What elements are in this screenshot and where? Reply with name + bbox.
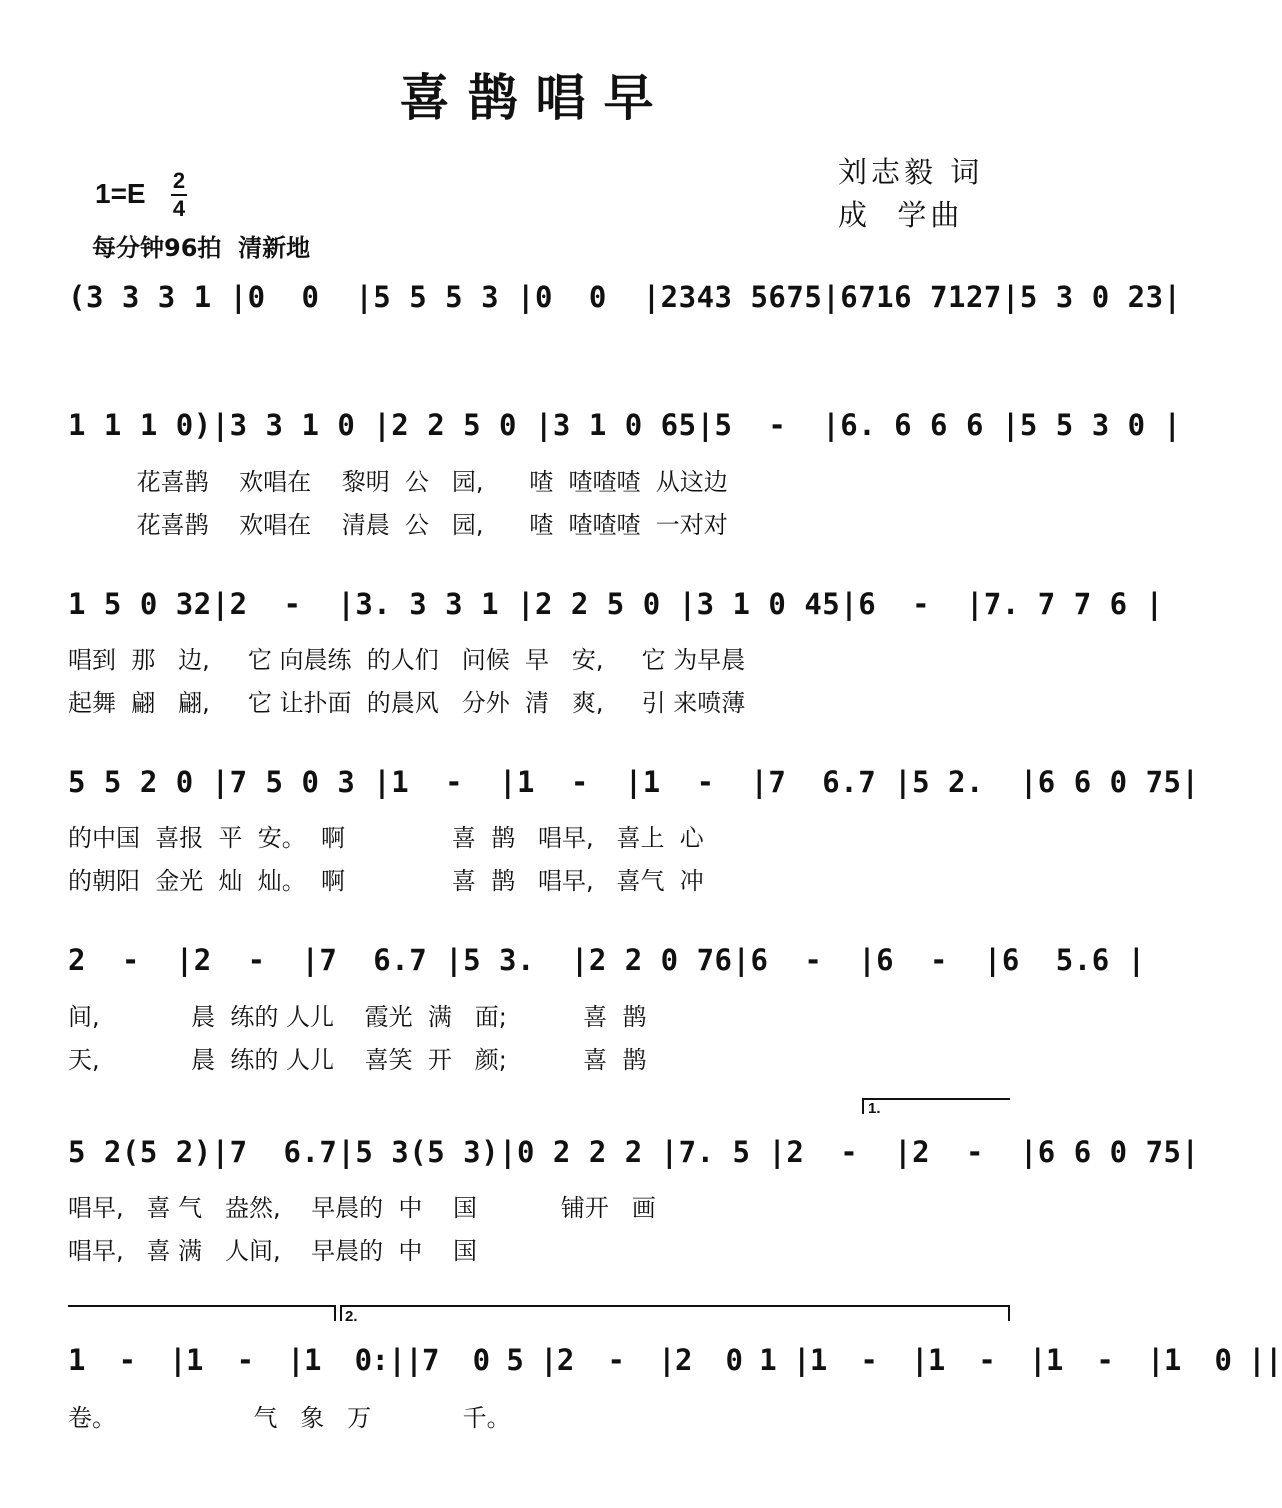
- second-ending-bracket: [340, 1305, 1010, 1307]
- system-6-notes: 5 2(5 2)|7 6.7|5 3(5 3)|0 2 2 2 |7. 5 |2 - |2 - |6 6 0 75|: [68, 1135, 1200, 1169]
- system-4-lyric-verse-1: 的中国 喜报 平 安。 啊 喜 鹊 唱早, 喜上 心: [68, 824, 704, 852]
- time-signature-numerator: 2: [172, 168, 186, 193]
- time-signature-denominator: 4: [172, 196, 186, 221]
- system-5-notes: 2 - |2 - |7 6.7 |5 3. |2 2 0 76|6 - |6 - |6 5.6 |: [68, 943, 1146, 977]
- system-5-lyric-verse-1: 间, 晨 练的 人儿 霞光 满 面; 喜 鹊: [68, 1003, 647, 1031]
- first-ending-bracket: [862, 1098, 1010, 1100]
- first-ending-bracket-edge: [862, 1098, 864, 1114]
- system-4-lyric-verse-2: 的朝阳 金光 灿 灿。 啊 喜 鹊 唱早, 喜气 冲: [68, 867, 704, 895]
- system-3-lyric-verse-2: 起舞 翩 翩, 它 让扑面 的晨风 分外 清 爽, 引 来喷薄: [68, 689, 746, 717]
- first-ending-label: 1.: [868, 1100, 881, 1117]
- second-ending-close: [1008, 1305, 1010, 1321]
- composer-credit: 成 学曲: [838, 198, 964, 232]
- key-signature: 1=E: [95, 178, 146, 209]
- system-2-lyric-verse-2: 花喜鹊 欢唱在 清晨 公 园, 喳 喳喳喳 一对对: [68, 511, 728, 539]
- second-ending-edge: [340, 1305, 342, 1321]
- system-6-lyric-verse-2: 唱早, 喜 满 人间, 早晨的 中 国: [68, 1237, 477, 1265]
- first-ending-continuation: [68, 1305, 336, 1307]
- page-title: 喜鹊唱早: [399, 69, 672, 127]
- system-7-lyric-verse-1: 卷。 气 象 万 千。: [68, 1404, 511, 1432]
- system-5-lyric-verse-2: 天, 晨 练的 人儿 喜笑 开 颜; 喜 鹊: [68, 1046, 647, 1074]
- system-3-notes: 1 5 0 32|2 - |3. 3 3 1 |2 2 5 0 |3 1 0 45|6 - |7. 7 7 6 |: [68, 587, 1164, 621]
- lyricist-credit: 刘志毅 词: [838, 155, 984, 189]
- system-2-lyric-verse-1: 花喜鹊 欢唱在 黎明 公 园, 喳 喳喳喳 从这边: [68, 468, 728, 496]
- system-4-notes: 5 5 2 0 |7 5 0 3 |1 - |1 - |1 - |7 6.7 |5 2. |6 6 0 75|: [68, 765, 1200, 799]
- system-3-lyric-verse-1: 唱到 那 边, 它 向晨练 的人们 问候 早 安, 它 为早晨: [68, 646, 746, 674]
- system-6-lyric-verse-1: 唱早, 喜 气 盎然, 早晨的 中 国 铺开 画: [68, 1194, 656, 1222]
- system-1-notes: (3 3 3 1 |0 0 |5 5 5 3 |0 0 |2343 5675|6716 7127|5 3 0 23|: [68, 280, 1182, 314]
- tempo-marking: 每分钟96拍 清新地: [92, 234, 311, 262]
- second-ending-label: 2.: [345, 1308, 358, 1325]
- system-7-notes: 1 - |1 - |1 0:||7 0 5 |2 - |2 0 1 |1 - |1 - |1 - |1 0 ||: [68, 1343, 1282, 1377]
- system-2-notes: 1 1 1 0)|3 3 1 0 |2 2 5 0 |3 1 0 65|5 - |6. 6 6 6 |5 5 3 0 |: [68, 408, 1182, 442]
- first-ending-close: [334, 1305, 336, 1321]
